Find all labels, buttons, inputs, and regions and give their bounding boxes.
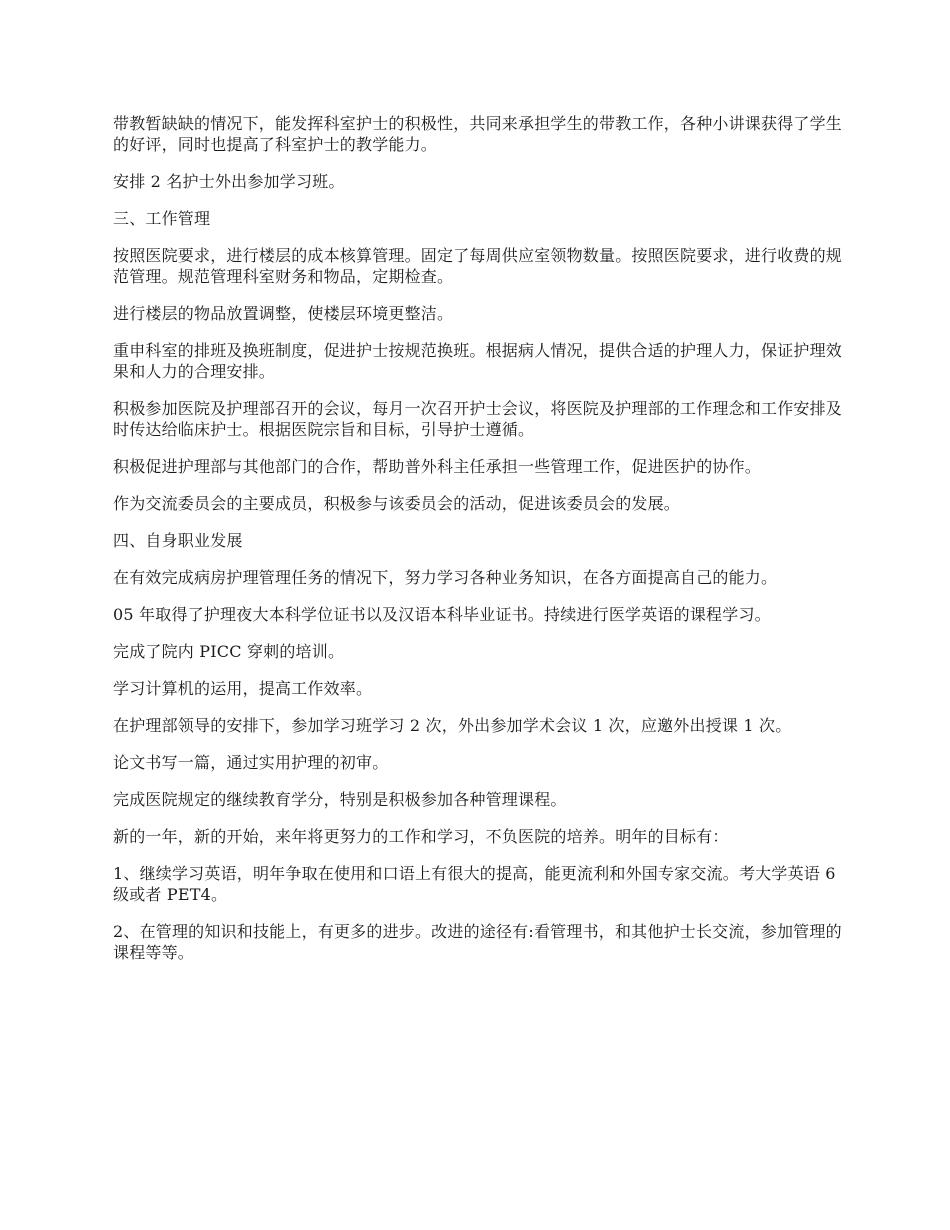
paragraph-new-year: 新的一年，新的开始，来年将更努力的工作和学习，不负医院的培养。明年的目标有： (113, 827, 729, 846)
paragraph-committee: 作为交流委员会的主要成员，积极参与该委员会的活动，促进该委员会的发展。 (113, 494, 681, 513)
paragraph-credits: 完成医院规定的继续教育学分，特别是积极参加各种管理课程。 (113, 790, 567, 809)
paragraph-environment: 进行楼层的物品放置调整，使楼层环境更整洁。 (113, 304, 454, 323)
section-heading-career-development: 四、自身职业发展 (113, 531, 243, 550)
paragraph-teaching: 带教暂缺缺的情况下，能发挥科室护士的积极性，共同来承担学生的带教工作，各种小讲课获得了学生的好评，同时也提高了科室护士的教学能力。 (113, 114, 843, 154)
paragraph-computer: 学习计算机的运用，提高工作效率。 (113, 679, 373, 698)
paragraph-picc: 完成了院内 PICC 穿刺的培训。 (113, 642, 345, 661)
paragraph-study: 在有效完成病房护理管理任务的情况下，努力学习各种业务知识，在各方面提高自己的能力。 (113, 568, 778, 587)
paragraph-scheduling: 重申科室的排班及换班制度，促进护士按规范换班。根据病人情况，提供合适的护理人力，保证护理效果和人力的合理安排。 (113, 341, 843, 381)
goal-item-1: 1、继续学习英语，明年争取在使用和口语上有很大的提高，能更流利和外国专家交流。考大学英语 6 级或者 PET4。 (113, 864, 836, 904)
paragraph-training-arrangement: 安排 2 名护士外出参加学习班。 (113, 172, 345, 191)
document-page (113, 113, 853, 979)
paragraph-paper: 论文书写一篇，通过实用护理的初审。 (113, 753, 389, 772)
goal-item-2: 2、在管理的知识和技能上，有更多的进步。改进的途径有:看管理书，和其他护士长交流，参加管理的课程等等。 (113, 922, 842, 962)
paragraph-cooperation: 积极促进护理部与其他部门的合作，帮助普外科主任承担一些管理工作，促进医护的协作。 (113, 457, 762, 476)
paragraph-meetings: 积极参加医院及护理部召开的会议，每月一次召开护士会议，将医院及护理部的工作理念和工作安排及时传达给临床护士。根据医院宗旨和目标，引导护士遵循。 (113, 399, 843, 439)
paragraph-conferences: 在护理部领导的安排下，参加学习班学习 2 次，外出参加学术会议 1 次，应邀外出授课 1 次。 (113, 716, 792, 735)
paragraph-degree: 05 年取得了护理夜大本科学位证书以及汉语本科毕业证书。持续进行医学英语的课程学习。 (113, 605, 771, 624)
section-heading-work-management: 三、工作管理 (113, 209, 211, 228)
paragraph-cost-management: 按照医院要求，进行楼层的成本核算管理。固定了每周供应室领物数量。按照医院要求，进行收费的规范管理。规范管理科室财务和物品，定期检查。 (113, 246, 843, 286)
